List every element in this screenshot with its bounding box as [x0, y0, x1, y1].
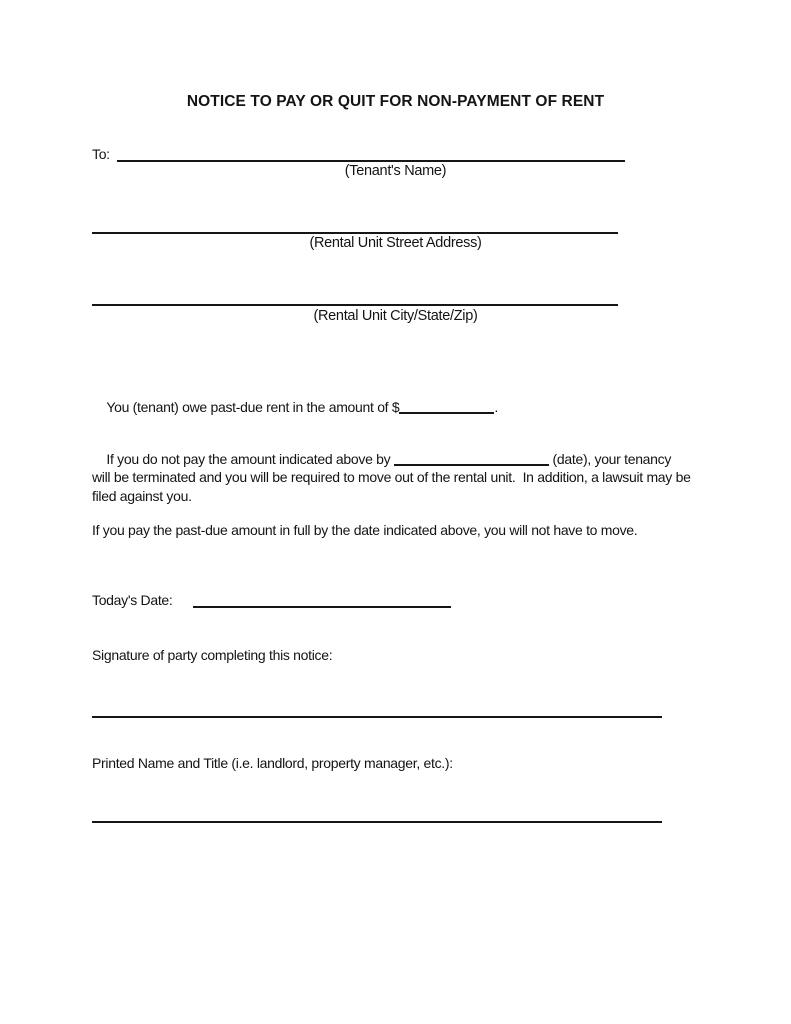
amount-blank-line[interactable]: [399, 401, 494, 414]
deadline-text-after: (date), your tenancy will be terminated and you will be required to move out of the rental unit. In addition, a lawsuit may be filed against you.: [92, 450, 695, 504]
document-title: NOTICE TO PAY OR QUIT FOR NON-PAYMENT OF RENT: [186, 93, 605, 110]
city-state-zip-blank-line[interactable]: [92, 304, 618, 306]
street-address-blank-line[interactable]: [92, 232, 618, 234]
todays-date-blank-line[interactable]: [193, 592, 451, 608]
to-label: To:: [92, 146, 110, 162]
date-blank-line[interactable]: [394, 453, 549, 466]
street-address-caption: (Rental Unit Street Address): [309, 235, 482, 251]
printed-name-label: Printed Name and Title (i.e. landlord, property manager, etc.):: [92, 755, 453, 771]
deadline-text-before: If you do not pay the amount indicated above by: [106, 450, 394, 467]
tenant-name-caption: (Tenant's Name): [344, 163, 447, 179]
pay-in-full-paragraph: If you pay the past-due amount in full by the date indicated above, you will not have to move.: [92, 522, 638, 538]
to-field-row: [92, 146, 625, 162]
printed-name-blank-line[interactable]: [92, 821, 662, 823]
signature-label: Signature of party completing this notice:: [92, 647, 333, 663]
amount-due-text-after: .: [494, 398, 498, 415]
signature-blank-line[interactable]: [92, 716, 662, 718]
city-state-zip-caption: (Rental Unit City/State/Zip): [313, 308, 478, 324]
todays-date-row: [92, 592, 451, 608]
deadline-paragraph: [92, 431, 695, 524]
amount-due-sentence: [92, 379, 692, 435]
todays-date-label: Today's Date:: [92, 592, 173, 608]
amount-due-text-before: You (tenant) owe past-due rent in the amount of $: [106, 398, 400, 415]
tenant-name-blank-line[interactable]: [117, 146, 625, 162]
